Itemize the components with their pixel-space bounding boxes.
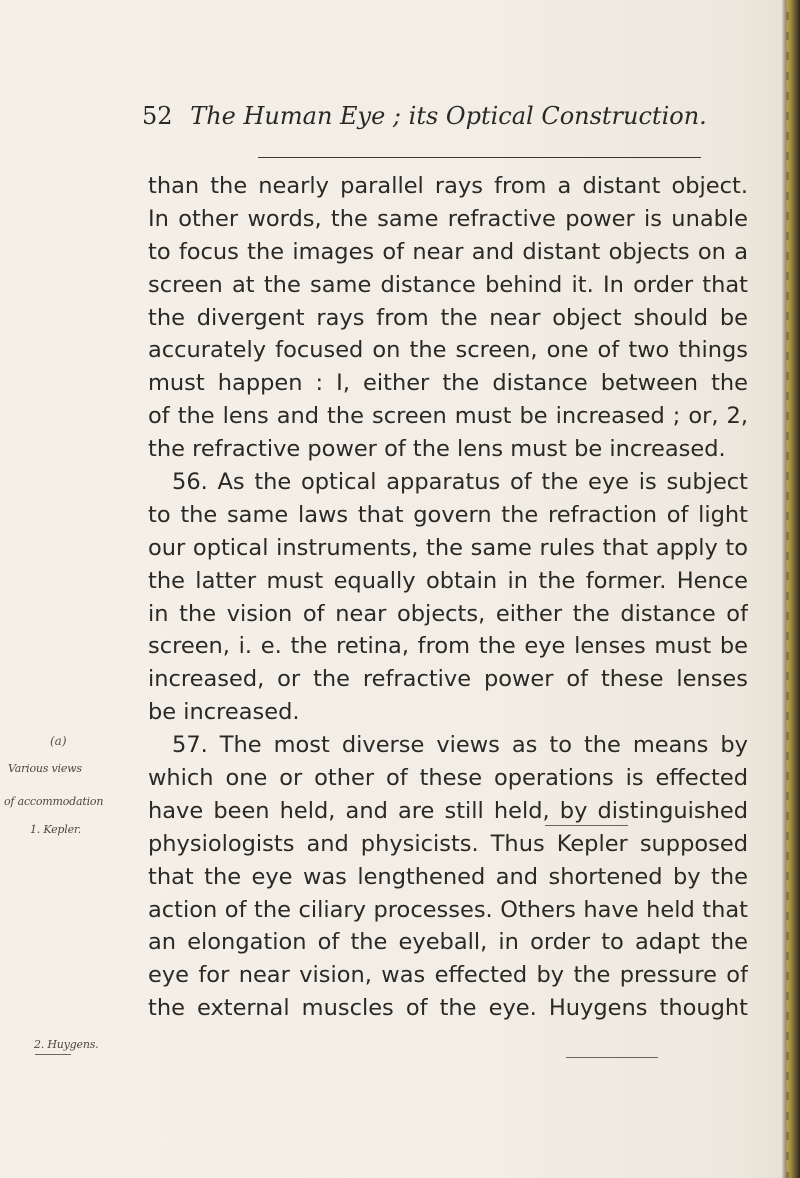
body-line: screen at the same distance behind it. In order that bbox=[148, 271, 748, 298]
body-line: physiologists and physicists. Thus Kepler supposed bbox=[148, 830, 748, 857]
pencil-underline-kepler bbox=[545, 825, 628, 826]
body-line: eye for near vision, was effected by the pressure of bbox=[148, 962, 748, 989]
running-title: The Human Eye ; its Optical Construction. bbox=[190, 102, 707, 130]
body-text bbox=[148, 170, 748, 1025]
running-head bbox=[142, 96, 742, 136]
body-line: our optical instruments, the same rules that apply to bbox=[148, 534, 748, 561]
body-line: action of the ciliary processes. Others have held that bbox=[148, 896, 748, 923]
body-line: the divergent rays from the near object should be bbox=[148, 304, 748, 331]
paragraph-56-start: 56. As the optical apparatus of the eye is subject bbox=[172, 469, 748, 496]
body-line: must happen : I, either the distance between the bbox=[148, 370, 748, 397]
body-line: accurately focused on the screen, one of two things bbox=[148, 337, 748, 364]
paragraph-57-start: 57. The most diverse views as to the means by bbox=[172, 732, 748, 759]
header-rule bbox=[258, 157, 701, 158]
book-page-edge bbox=[782, 0, 800, 1178]
body-line: increased, or the refractive power of these lenses bbox=[148, 666, 748, 693]
margin-note-a: (a) bbox=[50, 734, 67, 748]
body-line: be increased. bbox=[148, 699, 300, 726]
body-line: which one or other of these operations is effected bbox=[148, 765, 748, 792]
margin-note-kepler: 1. Kepler. bbox=[30, 823, 82, 836]
body-line: than the nearly parallel rays from a distant object. bbox=[148, 173, 748, 199]
body-line: the external muscles of the eye. Huygens thought bbox=[148, 995, 748, 1022]
margin-note-various-views: Various views bbox=[8, 762, 82, 775]
page-number: 52 bbox=[142, 102, 173, 130]
body-line: to the same laws that govern the refraction of light bbox=[148, 501, 748, 528]
body-line: In other words, the same refractive power is unable bbox=[148, 205, 748, 232]
body-line: of the lens and the screen must be increased ; or, 2, bbox=[148, 403, 748, 430]
body-line: have been held, and are still held, by distinguished bbox=[148, 797, 748, 824]
body-line: that the eye was lengthened and shortened by the bbox=[148, 863, 748, 890]
pencil-underline-margin bbox=[35, 1054, 71, 1055]
margin-note-huygens: 2. Huygens. bbox=[34, 1038, 99, 1051]
body-line: screen, i. e. the retina, from the eye lenses must be bbox=[148, 633, 748, 660]
margin-note-accommodation: of accommodation bbox=[4, 795, 104, 808]
body-line: an elongation of the eyeball, in order to adapt the bbox=[148, 929, 748, 956]
body-line: to focus the images of near and distant objects on a bbox=[148, 238, 748, 265]
body-line: in the vision of near objects, either the distance of bbox=[148, 600, 748, 627]
pencil-underline-huygens bbox=[566, 1057, 658, 1058]
body-line: the refractive power of the lens must be increased. bbox=[148, 436, 726, 463]
body-line: the latter must equally obtain in the former. Hence bbox=[148, 567, 748, 594]
